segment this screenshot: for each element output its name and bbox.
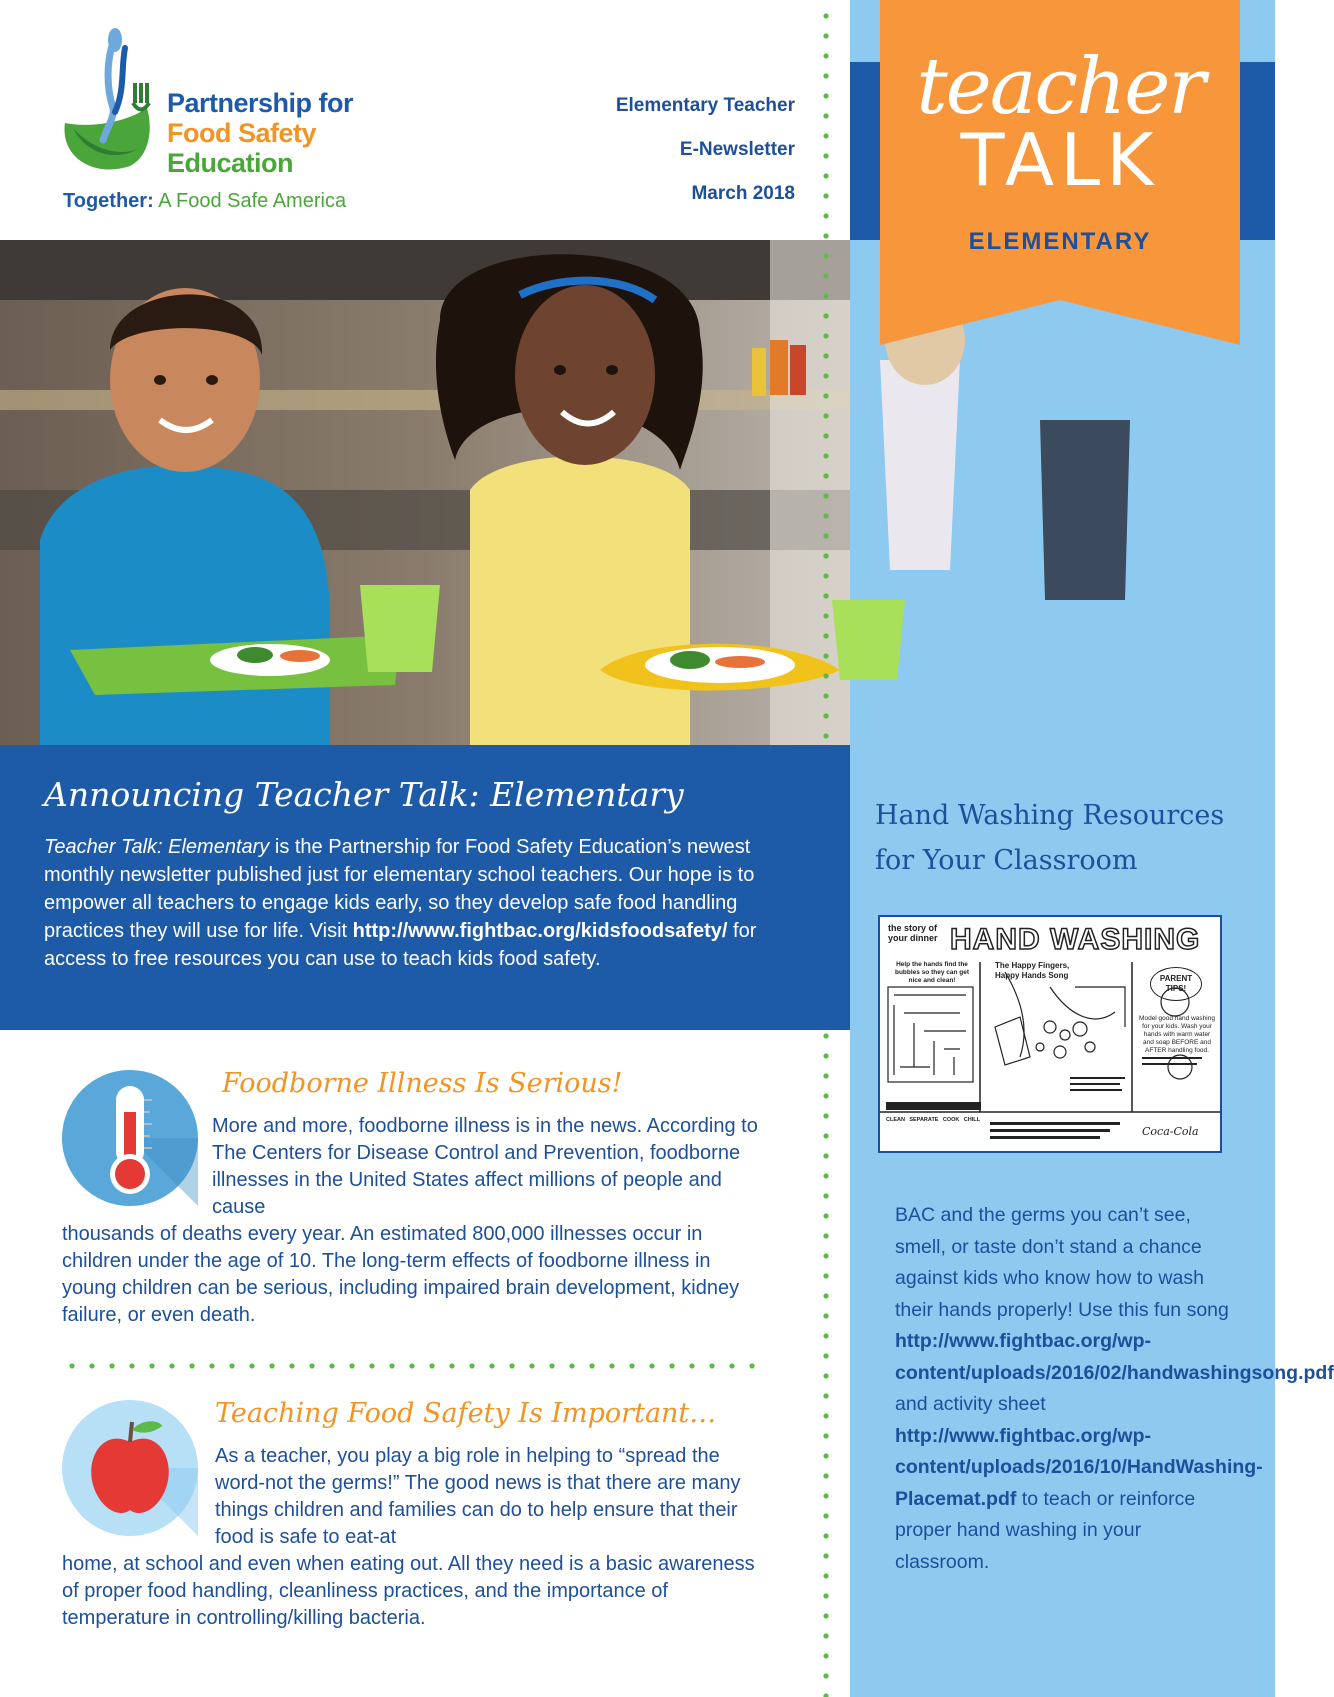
pfse-logo bbox=[55, 28, 375, 223]
issue-audience: Elementary Teacher bbox=[615, 95, 795, 116]
cafeteria-photo bbox=[0, 240, 850, 745]
banner-word-talk: TALK bbox=[960, 118, 1160, 202]
issue-date: March 2018 bbox=[691, 183, 795, 204]
article-teaching-text-1: As a teacher, you play a big role in helping to “spread the word-not the germs!” The good news is that there are many things children and families can do to help ensure that their food is safe to eat-at bbox=[215, 1445, 741, 1548]
logo-tagline bbox=[63, 190, 346, 213]
placemat-song-title: The Happy Fingers, Happy Hands Song bbox=[995, 961, 1070, 980]
placemat-label-separate: SEPARATE bbox=[909, 1117, 939, 1123]
article-teaching-title: Teaching Food Safety Is Important… bbox=[215, 1398, 717, 1429]
placemat-tips-text: Model good hand washing for your kids. Wash your hands with warm water and soap BEFORE and AFTER handling food. bbox=[1139, 1015, 1215, 1054]
sidebar-text-3: to teach or reinforce proper hand washing in your classroom. bbox=[895, 1487, 1196, 1573]
article-teaching-body bbox=[62, 1443, 762, 1632]
announcement-text-1: is the Partnership for Food Safety Education’s newest monthly newsletter published just for elementary school teachers. Our hope is to empower all teachers to engage kids early, so they develop safe food handling practices they will use for life. Visit bbox=[44, 836, 755, 942]
placemat-header: HAND WASHING bbox=[950, 923, 1201, 956]
section-divider bbox=[62, 1362, 762, 1370]
teacher-talk-banner bbox=[880, 0, 1240, 350]
handwashing-song-link[interactable]: http://www.fightbac.org/wp-content/uploads/2016/02/handwashingsong.pdf bbox=[895, 1330, 1334, 1384]
kidsfoodsafety-link[interactable]: http://www.fightbac.org/kidsfoodsafety/ bbox=[352, 920, 728, 942]
logo-name-line-2: Food Safety bbox=[167, 118, 317, 148]
tagline-rest: A Food Safe America bbox=[153, 190, 347, 212]
banner-word-teacher: teacher bbox=[916, 42, 1204, 132]
placemat-footer-labels bbox=[886, 1117, 980, 1123]
placemat-label-clean: CLEAN bbox=[886, 1117, 905, 1123]
announcement-section bbox=[0, 745, 850, 1030]
announcement-title: Announcing Teacher Talk: Elementary bbox=[44, 775, 684, 814]
placemat-label-chill: CHILL bbox=[963, 1117, 980, 1123]
issue-type: E-Newsletter bbox=[679, 139, 795, 160]
sidebar-text-1: BAC and the germs you can’t see, smell, or taste don’t stand a chance against kids who know how to wash their hands properly! Use this fun song bbox=[895, 1204, 1229, 1321]
article-teaching-text-2: home, at school and even when eating out. All they need is a basic awareness of proper food handling, cleanliness practices, and the importance of temperature in controlling/killing bacteria. bbox=[62, 1553, 755, 1629]
announcement-body bbox=[44, 833, 814, 973]
hand-washing-placemat[interactable] bbox=[878, 915, 1222, 1153]
fork-spoon-logo-icon bbox=[55, 28, 155, 178]
placemat-label-cook: COOK bbox=[942, 1117, 960, 1123]
announcement-text-2: for access to free resources you can use to teach kids food safety. bbox=[44, 920, 757, 970]
tagline-bold: Together: bbox=[63, 190, 154, 212]
banner-word-elementary: ELEMENTARY bbox=[968, 228, 1152, 255]
handwashing-placemat-link[interactable]: http://www.fightbac.org/wp-content/uploads/2016/10/HandWashing-Placemat.pdf bbox=[895, 1424, 1263, 1510]
sidebar-body bbox=[895, 1200, 1334, 1578]
logo-name-line-3: Education bbox=[167, 148, 294, 178]
article-foodborne-text-1: More and more, foodborne illness is in the news. According to The Centers for Disease Control and Prevention, foodborne illnesses in the United States affect millions of people and cause bbox=[212, 1115, 758, 1218]
article-foodborne-body bbox=[62, 1113, 762, 1329]
article-foodborne-text-2: thousands of deaths every year. An estimated 800,000 illnesses occur in children under the age of 10. The long-term effects of foodborne illness in young children can be serious, including impaired brain development, kidney failure, or even death. bbox=[62, 1223, 740, 1326]
announcement-italic: Teacher Talk: Elementary bbox=[44, 836, 270, 858]
placemat-parent-tips: PARENT TIPS! bbox=[1150, 967, 1202, 1001]
sidebar-title: Hand Washing Resources for Your Classroom bbox=[875, 800, 1225, 876]
placemat-maze-caption: Help the hands find the bubbles so they can get nice and clean! bbox=[894, 961, 970, 984]
placemat-sponsor-logo: Coca-Cola bbox=[1142, 1125, 1199, 1138]
article-foodborne-title: Foodborne Illness Is Serious! bbox=[222, 1068, 623, 1099]
placemat-header-small: the story of your dinner bbox=[888, 923, 938, 943]
sidebar-text-2: and activity sheet bbox=[895, 1393, 1046, 1415]
logo-name-line-1: Partnership for bbox=[167, 88, 354, 118]
